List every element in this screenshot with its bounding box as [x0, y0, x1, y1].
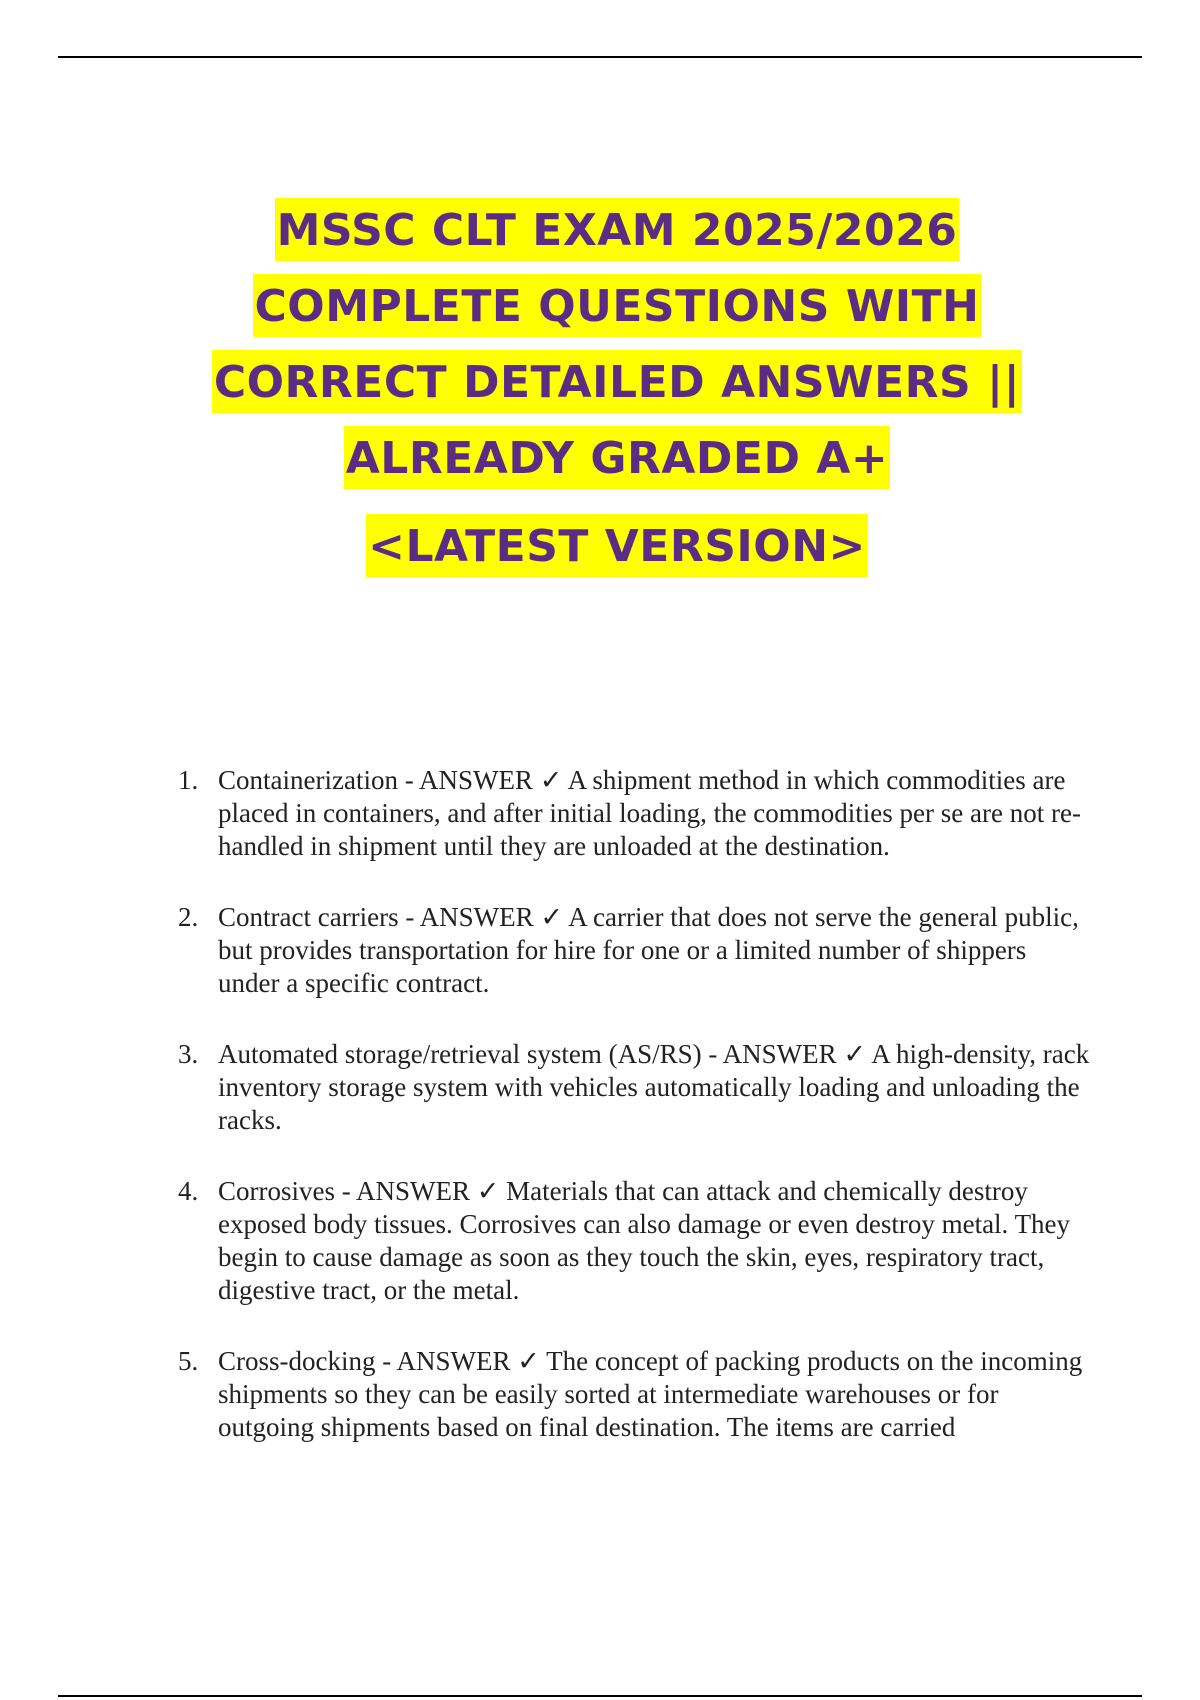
list-item: [178, 901, 1090, 1000]
item-text: Containerization - ANSWER ✓ A shipment method in which commodities are placed in containers, and after initial loading, the commodities per se are not re-handled in shipment until they are unloaded at the destination.: [218, 765, 1081, 861]
item-number: 2.: [178, 902, 199, 932]
list-item: [178, 1038, 1090, 1137]
item-text: Automated storage/retrieval system (AS/RS) - ANSWER ✓ A high-density, rack inventory storage system with vehicles automatically loading and unloading the racks.: [218, 1039, 1090, 1135]
document-title: [0, 198, 1200, 590]
title-version: <LATEST VERSION>: [366, 514, 868, 577]
list-item: [178, 764, 1090, 863]
qa-list: [178, 764, 1090, 1482]
list-item: [178, 1175, 1090, 1307]
title-line-1: MSSC CLT EXAM 2025/2026: [275, 198, 960, 261]
item-number: 5.: [178, 1346, 199, 1376]
item-text: Cross-docking - ANSWER ✓ The concept of packing products on the incoming shipments so they can be easily sorted at intermediate warehouses or for outgoing shipments based on final destination. The items are carried: [218, 1346, 1083, 1442]
bottom-rule: [58, 1695, 1142, 1697]
title-line-2: COMPLETE QUESTIONS WITH: [253, 274, 982, 337]
list-item: [178, 1345, 1090, 1444]
item-number: 1.: [178, 765, 199, 795]
item-number: 3.: [178, 1039, 199, 1069]
item-number: 4.: [178, 1176, 199, 1206]
item-text: Contract carriers - ANSWER ✓ A carrier that does not serve the general public, but provides transportation for hire for one or a limited number of shippers under a specific contract.: [218, 902, 1079, 998]
title-line-3: CORRECT DETAILED ANSWERS ||: [212, 350, 1022, 413]
top-rule: [58, 56, 1142, 58]
item-text: Corrosives - ANSWER ✓ Materials that can attack and chemically destroy exposed body tissues. Corrosives can also damage or even destroy metal. They begin to cause damage as soon as they touch the skin, eyes, respiratory tract, digestive tract, or the metal.: [218, 1176, 1071, 1305]
title-line-4: ALREADY GRADED A+: [344, 426, 890, 489]
